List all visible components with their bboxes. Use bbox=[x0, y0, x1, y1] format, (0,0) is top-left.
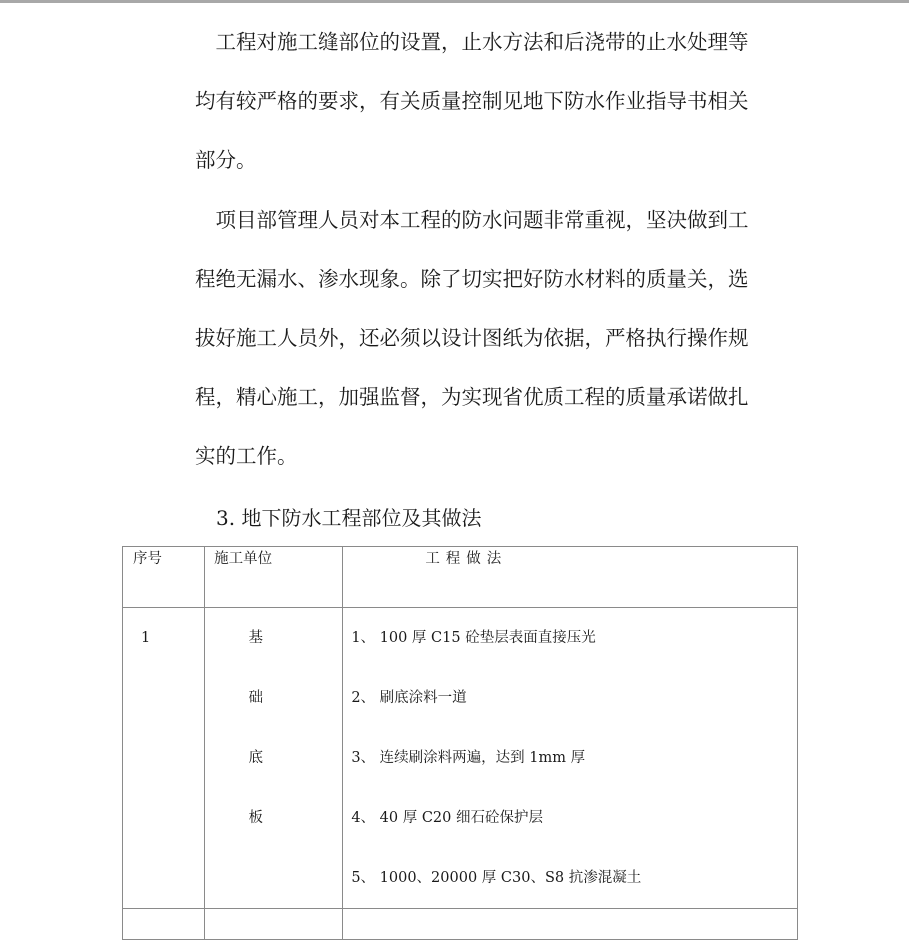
unit-char: 底 bbox=[248, 750, 263, 766]
paragraph-waterproof-commitment bbox=[195, 191, 775, 486]
text-line: 程绝无漏水、渗水现象。除了切实把好防水材料的质量关，选 bbox=[195, 267, 749, 291]
header-serial-number: 序号 bbox=[123, 547, 205, 608]
row-number: 1 bbox=[141, 630, 151, 646]
unit-char: 础 bbox=[248, 690, 263, 706]
unit-char: 板 bbox=[248, 810, 263, 826]
table-row bbox=[123, 608, 798, 909]
text-line: 拔好施工人员外，还必须以设计图纸为依据，严格执行操作规 bbox=[195, 326, 749, 350]
row-number-cell bbox=[123, 608, 205, 909]
table-header-row bbox=[123, 547, 798, 608]
method-step: 4、 40 厚 C20 细石砼保护层 bbox=[351, 810, 543, 826]
header-construction-unit: 施工单位 bbox=[205, 547, 343, 608]
text-line: 工程对施工缝部位的设置，止水方法和后浇带的止水处理等 bbox=[195, 30, 749, 54]
table-row bbox=[123, 909, 798, 940]
paragraph-construction-joints bbox=[195, 13, 775, 190]
text-line: 程，精心施工，加强监督，为实现省优质工程的质量承诺做扎 bbox=[195, 385, 749, 409]
method-cell bbox=[343, 608, 798, 909]
method-step: 2、 刷底涂料一道 bbox=[351, 690, 467, 706]
empty-cell bbox=[343, 909, 798, 940]
empty-cell bbox=[123, 909, 205, 940]
method-step: 5、 1000、20000 厚 C30、S8 抗渗混凝土 bbox=[351, 870, 642, 886]
waterproof-method-table bbox=[122, 546, 798, 940]
text-line: 均有较严格的要求，有关质量控制见地下防水作业指导书相关 bbox=[195, 89, 749, 113]
unit-char: 基 bbox=[248, 630, 263, 646]
text-line: 部分。 bbox=[195, 148, 257, 172]
empty-cell bbox=[205, 909, 343, 940]
method-step: 3、 连续刷涂料两遍，达到 1mm 厚 bbox=[351, 750, 586, 766]
header-construction-method: 工程做法 bbox=[343, 547, 798, 608]
text-line: 实的工作。 bbox=[195, 444, 298, 468]
page-top-edge bbox=[0, 0, 909, 3]
text-line: 项目部管理人员对本工程的防水问题非常重视，坚决做到工 bbox=[195, 208, 749, 232]
method-step: 1、 100 厚 C15 砼垫层表面直接压光 bbox=[351, 630, 596, 646]
unit-cell bbox=[205, 608, 343, 909]
section-heading: 3. 地下防水工程部位及其做法 bbox=[216, 506, 482, 530]
